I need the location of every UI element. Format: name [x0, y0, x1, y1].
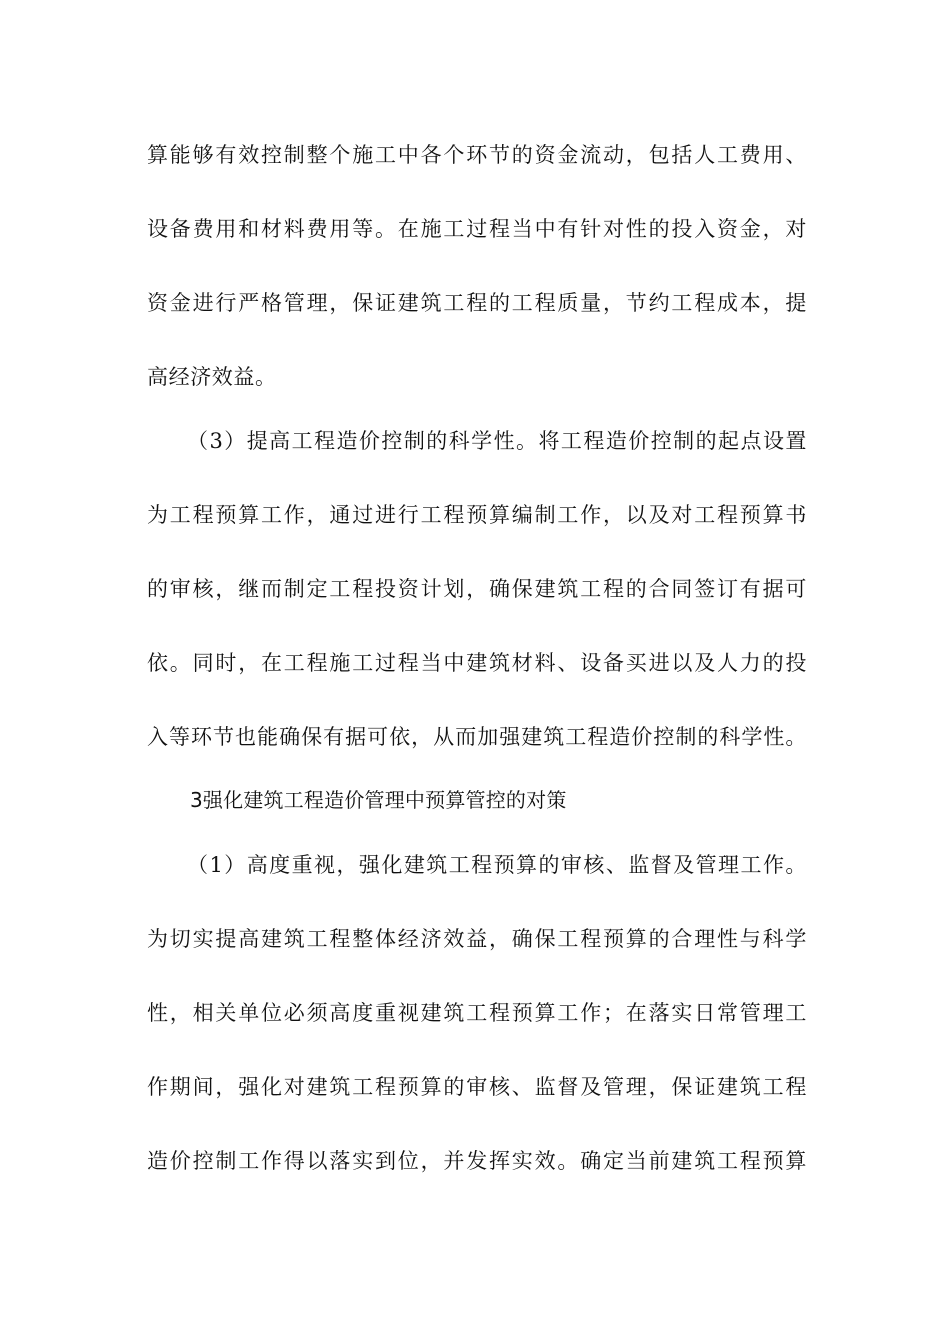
body-text-line: 资金进行严格管理，保证建筑工程的工程质量，节约工程成本，提	[147, 291, 807, 315]
body-text-line: 为工程预算工作，通过进行工程预算编制工作，以及对工程预算书	[147, 503, 807, 527]
body-text-line: 入等环节也能确保有据可依，从而加强建筑工程造价控制的科学性。	[147, 725, 807, 749]
paragraph-first-line: （3）提高工程造价控制的科学性。将工程造价控制的起点设置	[187, 429, 807, 453]
body-text-line: 算能够有效控制整个施工中各个环节的资金流动，包括人工费用、	[147, 143, 807, 167]
body-text-line: 为切实提高建筑工程整体经济效益，确保工程预算的合理性与科学	[147, 927, 807, 951]
body-text-line: 作期间，强化对建筑工程预算的审核、监督及管理，保证建筑工程	[147, 1075, 807, 1099]
body-text-line: 依。同时，在工程施工过程当中建筑材料、设备买进以及人力的投	[147, 651, 807, 675]
body-text-line: 的审核，继而制定工程投资计划，确保建筑工程的合同签订有据可	[147, 577, 807, 601]
body-text-line: 高经济效益。	[147, 365, 277, 389]
section-heading: 3强化建筑工程造价管理中预算管控的对策	[190, 788, 567, 812]
body-text-line: 性，相关单位必须高度重视建筑工程预算工作；在落实日常管理工	[147, 1001, 807, 1025]
body-text-line: 设备费用和材料费用等。在施工过程当中有针对性的投入资金，对	[147, 217, 807, 241]
paragraph-first-line: （1）高度重视，强化建筑工程预算的审核、监督及管理工作。	[187, 853, 807, 877]
body-text-line: 造价控制工作得以落实到位，并发挥实效。确定当前建筑工程预算	[147, 1149, 807, 1173]
